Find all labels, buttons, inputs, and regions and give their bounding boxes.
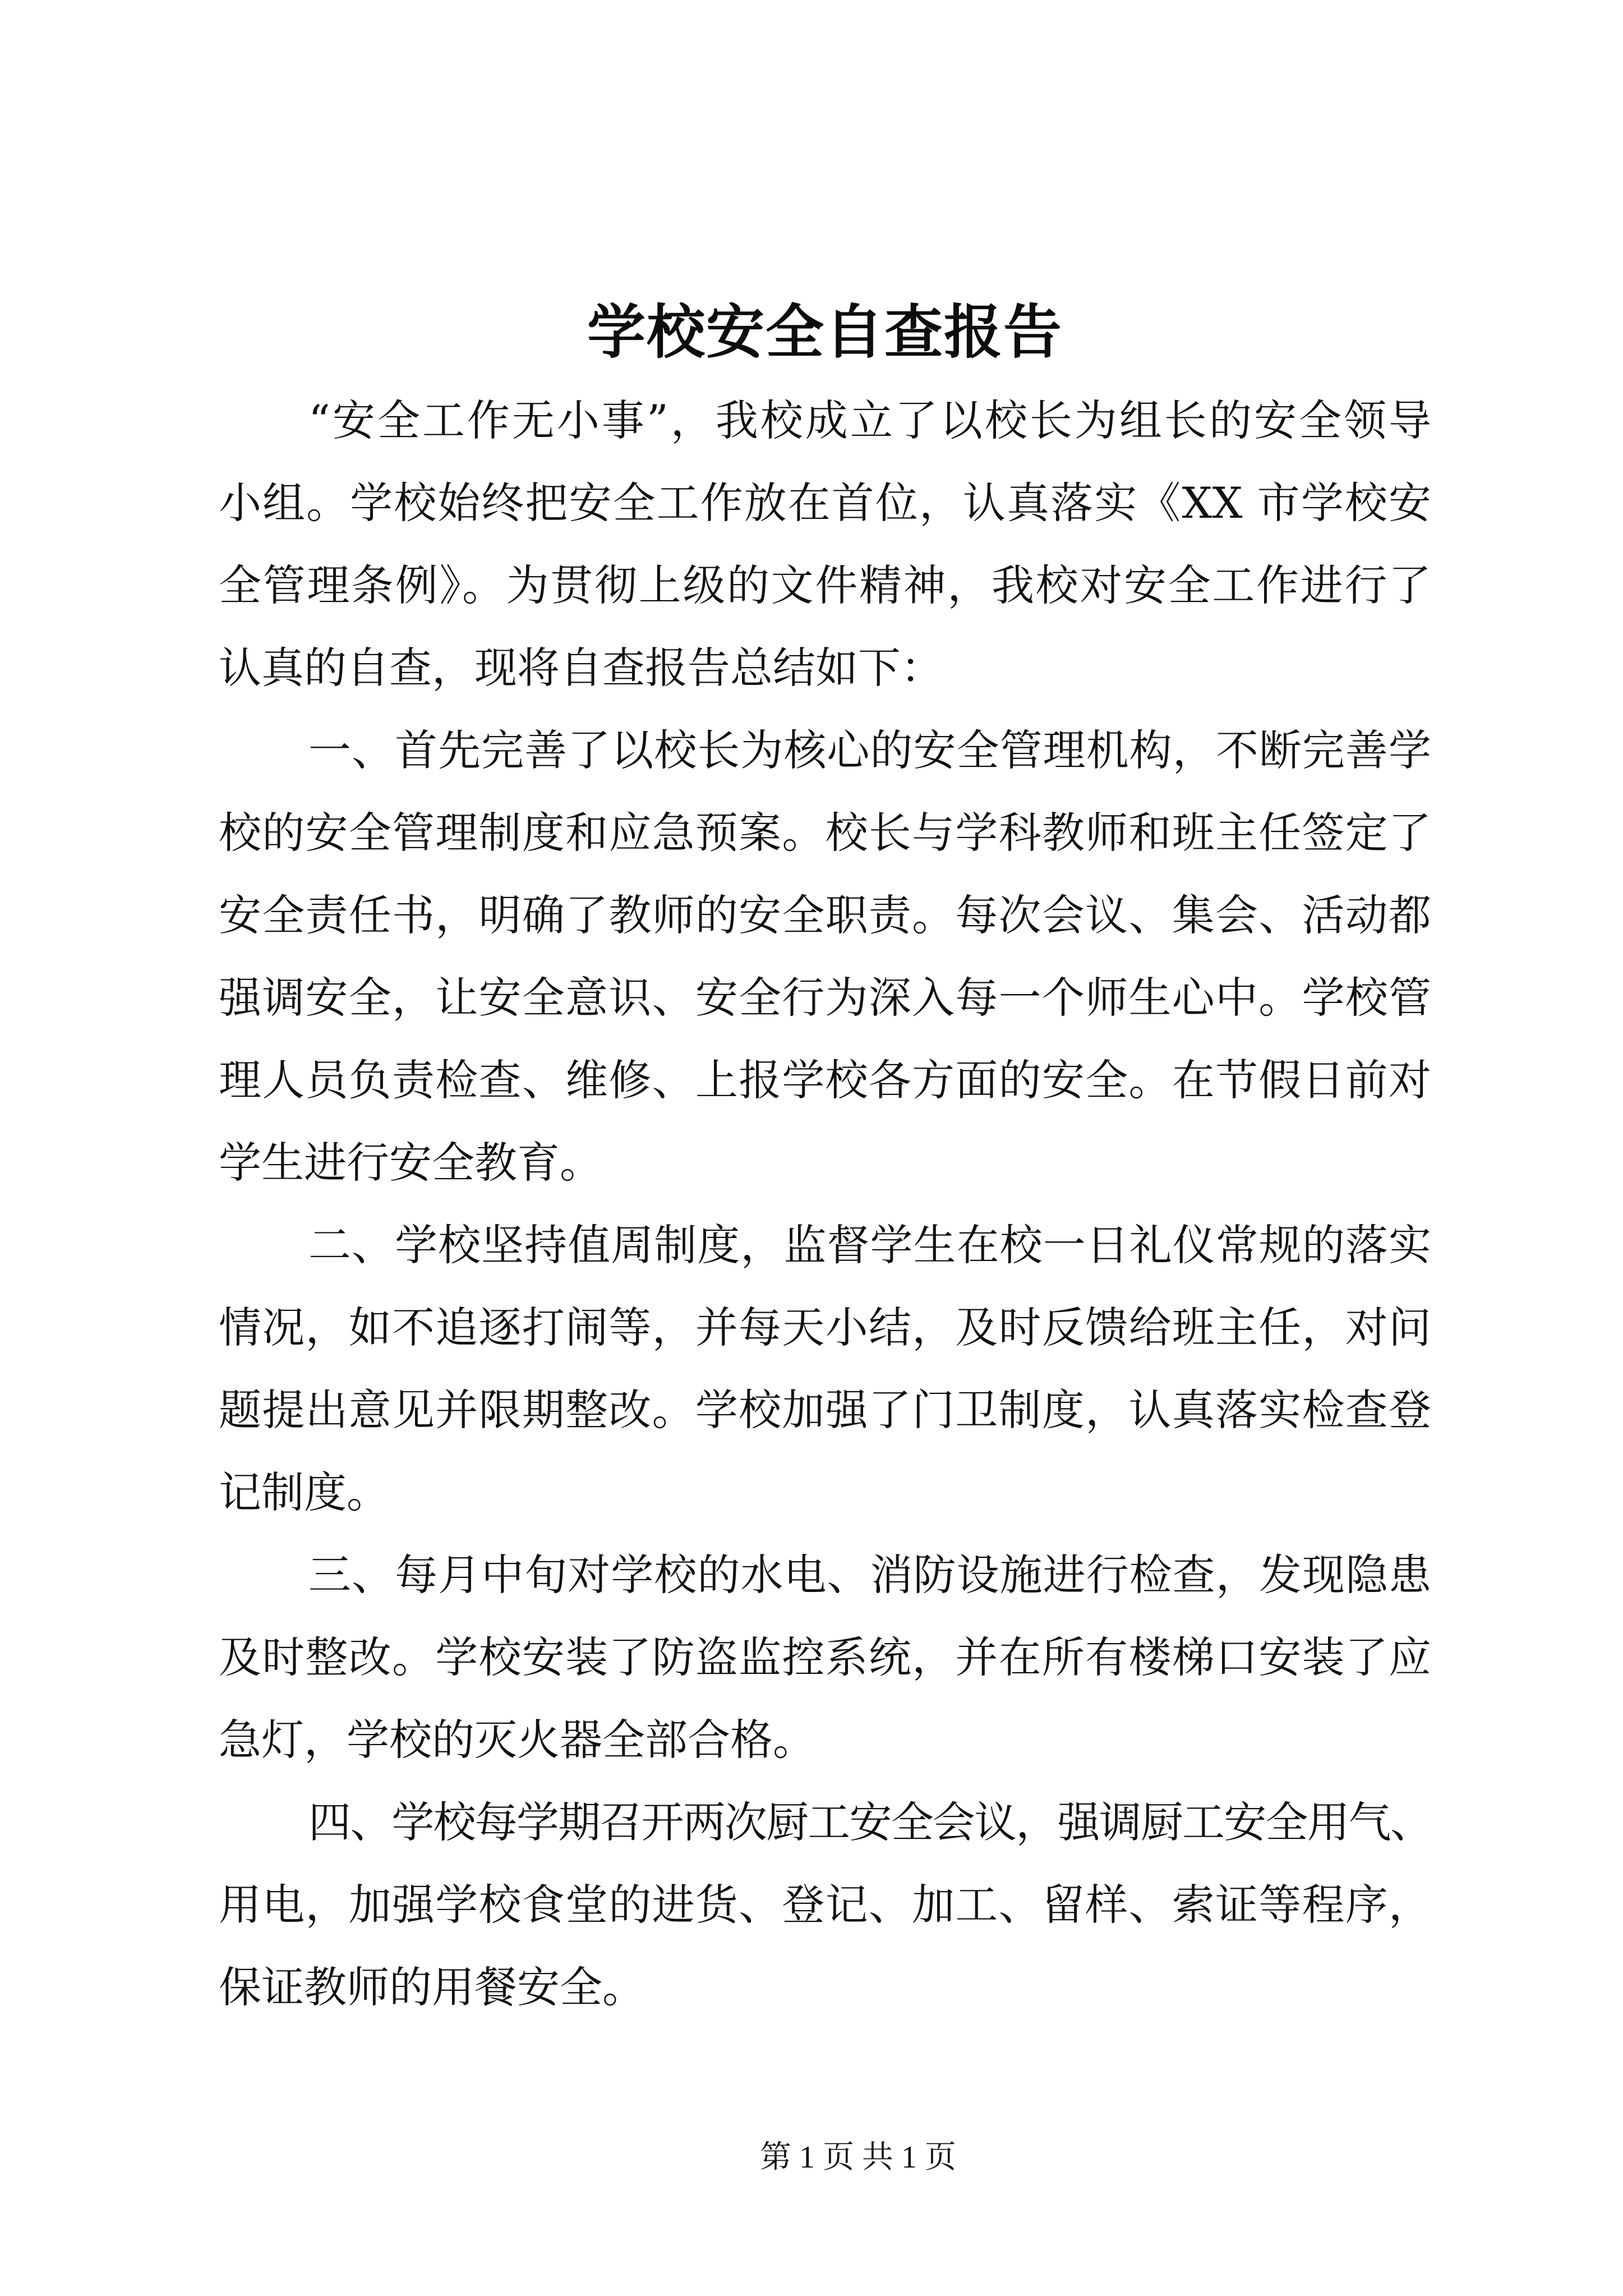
body-line: 急灯，学校的灭火器全部合格。 (219, 1715, 815, 1765)
body-line: 四、学校每学期召开两次厨工安全会议，强调厨工安全用气、 (308, 1797, 1431, 1847)
body-line: 强调安全，让安全意识、安全行为深入每一个师生心中。学校管 (219, 973, 1431, 1023)
page-footer: 第 1 页 共 1 页 (760, 2140, 956, 2175)
body-line: 校的安全管理制度和应急预案。校长与学科教师和班主任签定了 (219, 808, 1431, 858)
paragraph-section-2 (219, 1204, 1431, 1534)
body-line: 及时整改。学校安装了防盗监控系统，并在所有楼梯口安装了应 (219, 1632, 1431, 1682)
body-line: 三、每月中旬对学校的水电、消防设施进行检查，发现隐患 (308, 1550, 1431, 1600)
body-line: 安全责任书，明确了教师的安全职责。每次会议、集会、活动都 (219, 890, 1431, 940)
body-line: “安全工作无小事”，我校成立了以校长为组长的安全领导 (308, 395, 1431, 445)
body-line: 一、首先完善了以校长为核心的安全管理机构，不断完善学 (308, 725, 1431, 775)
body-line: 保证教师的用餐安全。 (219, 1962, 645, 2012)
document-body (219, 379, 1431, 2028)
body-line: 认真的自查，现将自查报告总结如下： (219, 643, 943, 693)
body-line: 全管理条例》。为贯彻上级的文件精神，我校对安全工作进行了 (219, 560, 1431, 610)
body-line: 二、学校坚持值周制度，监督学生在校一日礼仪常规的落实 (308, 1220, 1431, 1270)
paragraph-section-1 (219, 709, 1431, 1204)
body-line: 题提出意见并限期整改。学校加强了门卫制度，认真落实检查登 (219, 1385, 1431, 1435)
body-line: 记制度。 (219, 1467, 389, 1517)
paragraph-section-4 (219, 1781, 1431, 2028)
body-line: 理人员负责检查、维修、上报学校各方面的安全。在节假日前对 (219, 1055, 1431, 1105)
body-line: 小组。学校始终把安全工作放在首位，认真落实《XX 市学校安 (219, 478, 1431, 528)
body-line: 情况，如不追逐打闹等，并每天小结，及时反馈给班主任，对问 (219, 1303, 1431, 1352)
body-line: 用电，加强学校食堂的进货、登记、加工、留样、索证等程序， (219, 1880, 1431, 1930)
paragraph-intro (219, 379, 1431, 709)
document-title: 学校安全自查报告 (587, 297, 1063, 366)
paragraph-section-3 (219, 1534, 1431, 1781)
body-line: 学生进行安全教育。 (219, 1138, 602, 1188)
